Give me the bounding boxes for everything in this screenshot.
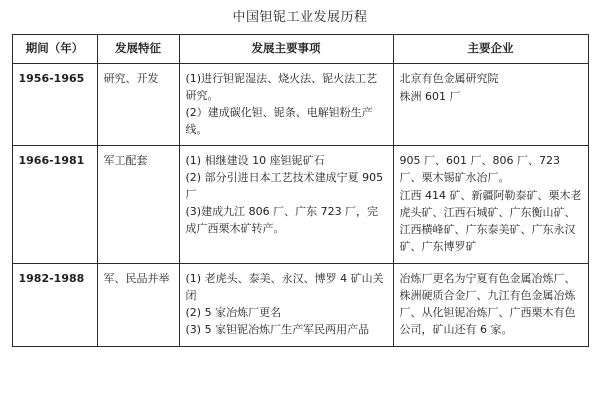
firm-line: 江西 414 矿、新疆阿勒泰矿、栗木老虎头矿、江西石城矿、广东衡山矿、江西横峰矿、广东泰美矿、广东永汉矿、广东博罗矿 bbox=[399, 189, 582, 254]
firm-line: 905 厂、601 厂、806 厂、723 厂、栗木锡矿水冶厂。 bbox=[399, 154, 560, 185]
cell-period: 1956-1965 bbox=[12, 63, 97, 145]
cell-feature: 军、民品并举 bbox=[97, 264, 179, 347]
column-header-feature: 发展特征 bbox=[97, 35, 179, 64]
firm-line: 北京有色金属研究院 bbox=[399, 71, 499, 85]
column-header-events: 发展主要事项 bbox=[179, 35, 393, 64]
column-header-firms: 主要企业 bbox=[393, 35, 588, 64]
cell-firms bbox=[393, 264, 588, 347]
page-title: 中国钽铌工业发展历程 bbox=[232, 10, 368, 25]
table-header bbox=[12, 35, 588, 64]
cell-events bbox=[179, 146, 393, 264]
table-body bbox=[12, 63, 588, 347]
cell-period: 1982-1988 bbox=[12, 264, 97, 347]
firm-line: 冶炼厂更名为宁夏有色金属冶炼厂、株洲硬质合金厂、九江有色金属冶炼厂、从化钽铌冶炼厂、广西栗木有色公司，矿山还有 6 家。 bbox=[399, 272, 576, 337]
cell-feature: 研究、开发 bbox=[97, 63, 179, 145]
event-line: (2) 部分引进日本工艺技术建成宁夏 905 厂 bbox=[185, 171, 384, 202]
cell-events bbox=[179, 264, 393, 347]
table-row bbox=[12, 146, 588, 264]
event-line: (1) 相继建设 10 座钽铌矿石 bbox=[185, 154, 325, 167]
event-line: (2) 5 家冶炼厂更名 bbox=[185, 306, 282, 320]
event-line: (3)建成九江 806 厂、广东 723 厂，完成广西栗木矿转产。 bbox=[185, 205, 379, 236]
event-line: (1)进行钽铌湿法、烧火法、铌火法工艺研究。 bbox=[185, 71, 378, 102]
column-header-period: 期间（年） bbox=[12, 35, 97, 64]
table-row bbox=[12, 264, 588, 347]
firm-line: 株洲 601 厂 bbox=[399, 89, 461, 103]
table-row bbox=[12, 63, 588, 145]
development-history-table bbox=[12, 34, 589, 347]
cell-firms bbox=[393, 63, 588, 145]
event-line: (3) 5 家钽铌冶炼厂生产军民两用产品 bbox=[185, 323, 370, 337]
event-line: (2）建成碳化钽、铌条、电解钽粉生产线。 bbox=[185, 105, 373, 136]
event-line: (1) 老虎头、泰美、永汉、博罗 4 矿山关闭 bbox=[185, 272, 384, 303]
cell-events bbox=[179, 63, 393, 145]
table-header-row bbox=[12, 35, 588, 64]
cell-firms bbox=[393, 146, 588, 264]
cell-period: 1966-1981 bbox=[12, 146, 97, 264]
cell-feature: 军工配套 bbox=[97, 146, 179, 264]
